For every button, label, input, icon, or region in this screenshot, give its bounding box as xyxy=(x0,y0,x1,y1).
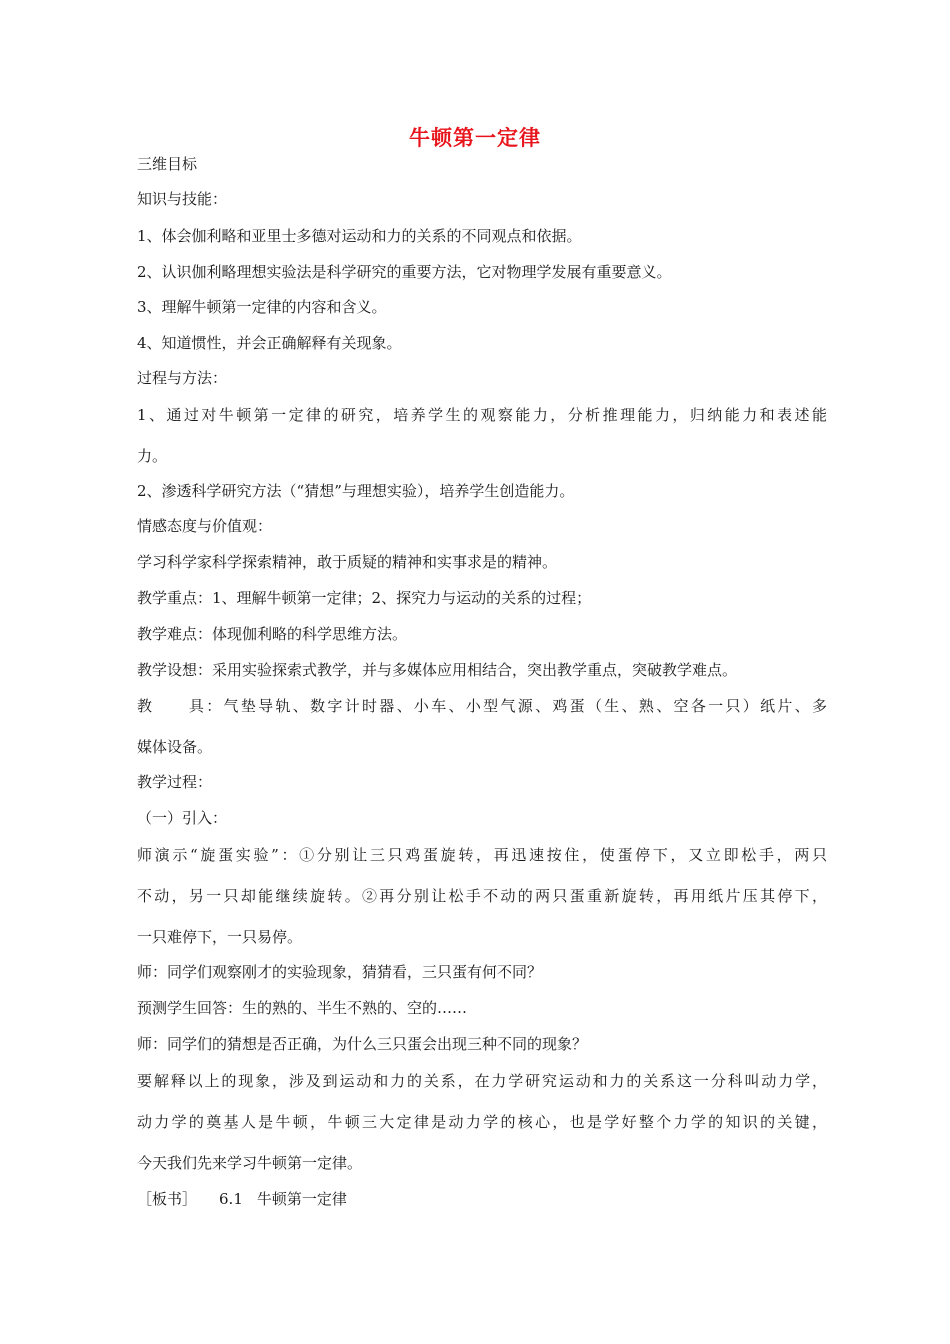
text-line: 三维目标 xyxy=(137,155,198,173)
text-line: 动力学的奠基人是牛顿，牛顿三大定律是动力学的核心，也是学好整个力学的知识的关键， xyxy=(137,1113,827,1131)
text-line: 要解释以上的现象，涉及到运动和力的关系，在力学研究运动和力的关系这一分科叫动力学， xyxy=(137,1072,827,1090)
text-line: 不动，另一只却能继续旋转。②再分别让松手不动的两只蛋重新旋转，再用纸片压其停下， xyxy=(137,887,827,905)
text-line: 预测学生回答：生的熟的、半生不熟的、空的…… xyxy=(137,999,468,1017)
text-line: 知识与技能： xyxy=(137,190,228,208)
text-line: 师：同学们的猜想是否正确，为什么三只蛋会出现三种不同的现象？ xyxy=(137,1035,588,1053)
text-line: 3、理解牛顿第一定律的内容和含义。 xyxy=(137,298,387,316)
text-line: 师演示“旋蛋实验”：①分别让三只鸡蛋旋转，再迅速按住，使蛋停下，又立即松手，两只 xyxy=(137,846,827,864)
text-line: 教学过程： xyxy=(137,773,213,791)
text-line: （一）引入： xyxy=(137,809,228,827)
text-line: 力。 xyxy=(137,447,168,465)
text-line: 1、体会伽利略和亚里士多德对运动和力的关系的不同观点和依据。 xyxy=(137,227,582,245)
text-line: 4、知道惯性，并会正确解释有关现象。 xyxy=(137,334,402,352)
text-line: 1、通过对牛顿第一定律的研究，培养学生的观察能力，分析推理能力，归纳能力和表述能 xyxy=(137,406,827,424)
text-line: 媒体设备。 xyxy=(137,738,213,756)
text-line: 学习科学家科学探索精神，敢于质疑的精神和实事求是的精神。 xyxy=(137,553,558,571)
document-title: 牛顿第一定律 xyxy=(409,125,541,150)
text-line: 教学设想：采用实验探索式教学，并与多媒体应用相结合，突出教学重点，突破教学难点。 xyxy=(137,661,738,679)
text-line: 情感态度与价值观： xyxy=(137,517,273,535)
board-number: 6.1 xyxy=(219,1190,243,1208)
text-line: 教学难点：体现伽利略的科学思维方法。 xyxy=(137,625,408,643)
board-heading: 牛顿第一定律 xyxy=(256,1190,347,1208)
text-line: 教学重点：1、理解牛顿第一定律；2、探究力与运动的关系的过程； xyxy=(137,589,592,607)
text-line: 教 具：气垫导轨、数字计时器、小车、小型气源、鸡蛋（生、熟、空各一只）纸片、多 xyxy=(137,697,827,715)
text-line: 过程与方法： xyxy=(137,369,228,387)
board-note xyxy=(137,1189,827,1209)
text-line: 2、认识伽利略理想实验法是科学研究的重要方法，它对物理学发展有重要意义。 xyxy=(137,263,672,281)
board-tag: ［板书］ xyxy=(137,1190,198,1208)
text-line: 一只难停下，一只易停。 xyxy=(137,928,303,946)
text-line: 2、渗透科学研究方法（“猜想”与理想实验），培养学生创造能力。 xyxy=(137,482,575,500)
text-line: 今天我们先来学习牛顿第一定律。 xyxy=(137,1154,363,1172)
text-line: 师：同学们观察刚才的实验现象，猜猜看，三只蛋有何不同？ xyxy=(137,963,543,981)
